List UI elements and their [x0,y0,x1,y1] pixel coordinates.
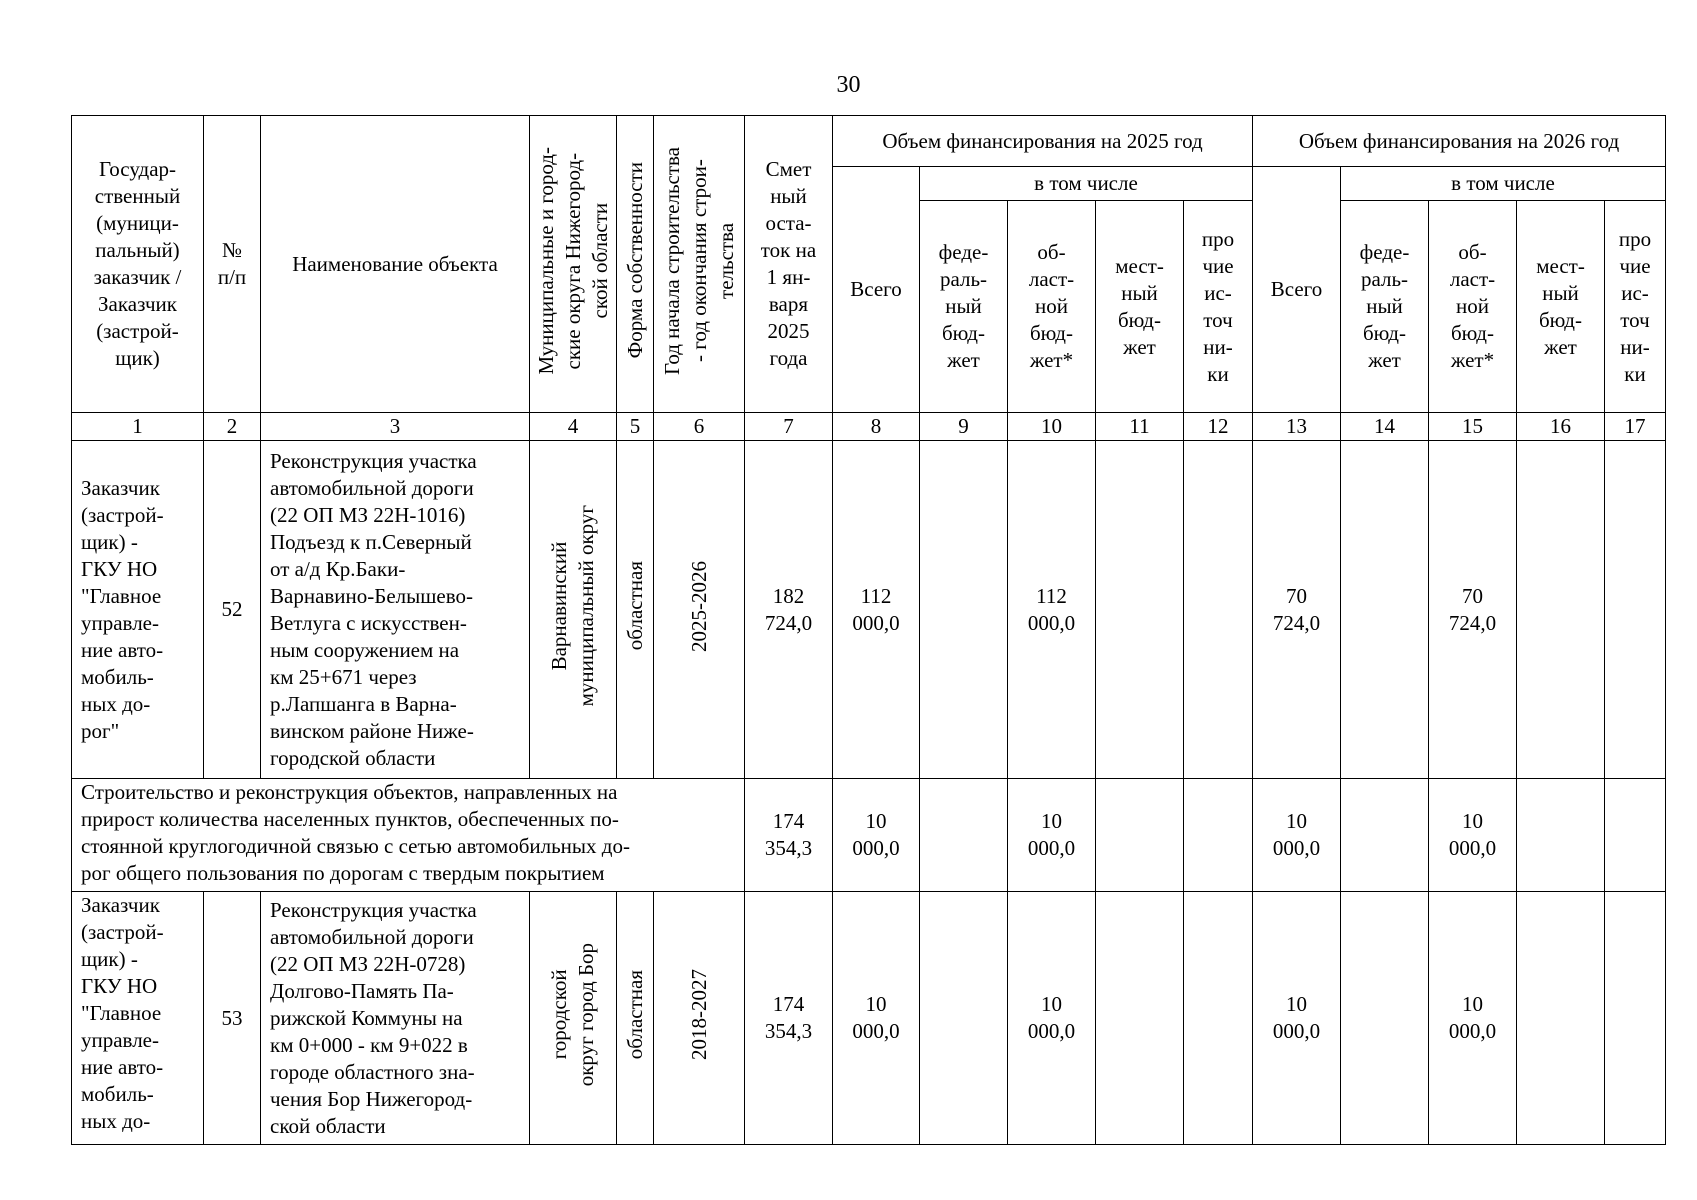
text-line: заказчик / [93,265,182,289]
column-number: 11 [1096,413,1184,441]
total-2026-cell [1253,892,1341,1145]
column-number: 5 [617,413,654,441]
header-local-2025 [1096,201,1184,413]
text-line: ки [1624,361,1646,386]
text-line: ласт- [1449,267,1496,291]
text-line: жет* [1029,348,1074,372]
text-line: 000,0 [1448,836,1497,860]
text-line: винском районе Ниже- [270,718,474,743]
column-number: 4 [530,413,617,441]
text-line: щик) - [81,947,138,971]
text-line: Подъезд к п.Северный [270,529,472,554]
text-line: пальный) [95,238,180,262]
text-line: "Главное [81,1001,162,1025]
total-2025-cell [833,441,920,779]
text-line: бюд- [1363,321,1406,345]
local-2026-cell [1517,441,1605,779]
text-line: округ город Бор [574,942,598,1087]
total-2025-cell [833,779,920,892]
text-line: Муниципальные и город- [533,146,558,375]
section-title-cell [72,779,745,892]
text-line: ис- [1621,280,1649,305]
text-line: Строительство и реконструкция объектов, направленных на [81,780,618,804]
column-number: 2 [204,413,261,441]
text-line: варя [768,292,809,316]
text-line: про [1618,226,1652,251]
text-line: жет [947,348,980,372]
header-funding-2026: Объем финансирования на 2026 год [1253,116,1666,167]
text-line: года [769,346,808,370]
text-line: (муници- [96,211,179,235]
local-2025-cell [1096,892,1184,1145]
text-line: мобиль- [81,1082,154,1106]
text-line: стоянной круглогодичной связью с сетью автомобильных до- [81,834,630,858]
text-line: Заказчик [98,292,177,316]
header-number [204,116,261,413]
customer-cell [72,441,204,779]
text-line: ГКУ НО [81,974,158,998]
text-line: прирост количества населенных пунктов, обеспеченных по- [81,807,619,831]
text-line: ной [1456,294,1489,318]
text-line: рижской Коммуны на [270,1005,463,1030]
text-line: 10 [1462,809,1483,833]
text-line: 000,0 [852,836,900,860]
total-2026-cell [1253,441,1341,779]
text-line: оста- [765,211,812,235]
text-line: 724,0 [764,610,813,635]
column-number: 7 [745,413,833,441]
text-line: 112 [1036,583,1067,608]
regional-2026-cell [1429,779,1517,892]
text-line: бюд- [1451,321,1494,345]
text-line: ный [1366,294,1403,318]
text-line: жет [1544,334,1577,359]
text-line: Заказчик [81,893,160,917]
text-line: 000,0 [1027,610,1076,635]
header-federal-2025 [920,201,1008,413]
other-2025-cell [1184,779,1253,892]
municipality-cell [530,441,617,779]
text-line: ки [1207,361,1229,386]
text-line: 354,3 [764,1019,813,1043]
header-customer [72,116,204,413]
text-line: 174 [772,992,805,1016]
federal-2026-cell [1341,779,1429,892]
text-line: ный [1542,280,1579,305]
text-line: ных до- [81,691,151,716]
text-line: 10 [1286,809,1307,833]
text-line: тельства [713,222,738,299]
header-local-2026 [1517,201,1605,413]
local-2025-cell [1096,441,1184,779]
text-line: об- [1458,240,1487,264]
text-line: феде- [1359,240,1410,264]
text-line: 1 ян- [766,265,811,289]
header-remaining-cost [745,116,833,413]
text-line: 70 [1286,583,1307,608]
text-line: (22 ОП МЗ 22Н-0728) [270,951,466,976]
table-row-53 [72,892,1666,1145]
text-line: Ветлуга с искусствен- [270,610,467,635]
column-number: 3 [261,413,530,441]
column-number: 1 [72,413,204,441]
text-line: 10 [1041,809,1062,833]
header-object-name: Наименование объекта [261,116,530,413]
text-line: ГКУ НО [81,556,158,581]
text-line: про [1201,226,1235,251]
text-line: 10 [1462,992,1483,1016]
remaining-cost-cell [745,441,833,779]
ownership-cell: областная [617,892,654,1145]
header-years [654,116,745,413]
column-number: 15 [1429,413,1517,441]
text-line: 10 [1286,992,1307,1016]
text-line: точ [1203,307,1233,332]
text-line: 000,0 [852,610,900,635]
text-line: 174 [772,809,805,833]
text-line: ской области [587,202,612,319]
other-2025-cell [1184,892,1253,1145]
text-line: 112 [860,583,892,608]
object-name-cell [261,441,530,779]
text-line: рог" [81,718,120,743]
text-line: феде- [938,240,989,264]
text-line: от а/д Кр.Баки- [270,556,406,581]
text-line: жет* [1450,348,1495,372]
text-line: чие [1202,253,1234,278]
text-line: р.Лапшанга в Варна- [270,691,457,716]
header-regional-2026 [1429,201,1517,413]
text-line: ток на [760,238,817,262]
text-line: управле- [81,1028,159,1052]
text-line: 10 [865,809,887,833]
federal-2025-cell [920,779,1008,892]
customer-cell [72,892,204,1145]
text-line: 000,0 [1272,836,1321,860]
header-including-2025: в том числе [920,167,1253,201]
text-line: чения Бор Нижегород- [270,1086,473,1111]
text-line: Год начала строительства [659,146,684,375]
text-line: чие [1619,253,1651,278]
total-2026-cell [1253,779,1341,892]
federal-2025-cell [920,892,1008,1145]
column-number: 10 [1008,413,1096,441]
header-regional-2025 [1008,201,1096,413]
text-line: Государ- [98,157,177,181]
text-line: мест- [1115,253,1164,278]
table-row-section [72,779,1666,892]
ownership-cell: областная [617,441,654,779]
text-line: точ [1620,307,1650,332]
text-line: городе областного зна- [270,1059,475,1084]
text-line: рог общего пользования по дорогам с твердым покрытием [81,861,605,885]
remaining-cost-cell [745,892,833,1145]
text-line: Долгово-Память Па- [270,978,454,1003]
federal-2026-cell [1341,892,1429,1145]
column-number-row [72,413,1666,441]
years-cell: 2018-2027 [654,892,745,1145]
text-line: 724,0 [1448,610,1497,635]
header-total-2025: Всего [833,167,920,413]
text-line: № [221,238,243,262]
text-line: (22 ОП МЗ 22Н-1016) [270,502,466,527]
other-2025-cell [1184,441,1253,779]
financing-table [71,115,1666,1145]
other-2026-cell [1605,892,1666,1145]
text-line: ный [770,184,807,208]
header-ownership: Форма собственности [617,116,654,413]
text-line: км 25+671 через [270,664,417,689]
text-line: ни- [1203,334,1233,359]
text-line: 000,0 [1448,1019,1497,1043]
table-row-52 [72,441,1666,779]
header-federal-2026 [1341,201,1429,413]
text-line: об- [1037,240,1066,264]
text-line: городской области [270,745,436,770]
text-line: бюд- [942,321,985,345]
text-line: ный [1121,280,1158,305]
text-line: "Главное [81,583,162,608]
text-line: 724,0 [1272,610,1321,635]
regional-2026-cell [1429,892,1517,1145]
text-line: Реконструкция участка [270,448,477,473]
text-line: ской области [270,1113,386,1138]
column-number: 13 [1253,413,1341,441]
text-line: 000,0 [852,1019,900,1043]
text-line: жет [1368,348,1401,372]
text-line: городской [547,969,571,1060]
text-line: км 0+000 - км 9+022 в [270,1032,468,1057]
text-line: 000,0 [1027,836,1076,860]
text-line: раль- [939,267,988,291]
text-line: щик) - [81,529,138,554]
regional-2025-cell [1008,441,1096,779]
text-line: ни- [1620,334,1650,359]
row-number-cell: 53 [204,892,261,1145]
text-line: автомобильной дороги [270,475,474,500]
text-line: 182 [772,583,805,608]
page-number: 30 [836,72,861,98]
header-other-2026 [1605,201,1666,413]
header-total-2026: Всего [1253,167,1341,413]
text-line: 000,0 [1027,1019,1076,1043]
text-line: жет [1123,334,1156,359]
text-line: п/п [217,265,247,289]
header-including-2026: в том числе [1341,167,1666,201]
text-line: ственный [94,184,181,208]
column-number: 17 [1605,413,1666,441]
text-line: мест- [1536,253,1585,278]
text-line: 000,0 [1272,1019,1321,1043]
regional-2026-cell [1429,441,1517,779]
column-number: 8 [833,413,920,441]
column-number: 16 [1517,413,1605,441]
column-number: 6 [654,413,745,441]
text-line: ласт- [1028,267,1075,291]
text-line: муниципальный округ [574,505,598,707]
header-funding-2025: Объем финансирования на 2025 год [833,116,1253,167]
regional-2025-cell [1008,779,1096,892]
header-other-2025 [1184,201,1253,413]
header-municipality [530,116,617,413]
text-line: раль- [1360,267,1409,291]
text-line: (застрой- [96,319,179,343]
text-line: автомобильной дороги [270,924,474,949]
text-line: бюд- [1030,321,1073,345]
text-line: ские округа Нижегород- [560,152,585,369]
federal-2026-cell [1341,441,1429,779]
text-line: Варнавинский [547,541,571,671]
local-2026-cell [1517,779,1605,892]
other-2026-cell [1605,779,1666,892]
text-line: 10 [865,992,887,1016]
column-number: 14 [1341,413,1429,441]
object-name-cell [261,892,530,1145]
column-number: 9 [920,413,1008,441]
other-2026-cell [1605,441,1666,779]
text-line: 70 [1462,583,1483,608]
text-line: Реконструкция участка [270,897,477,922]
municipality-cell [530,892,617,1145]
local-2026-cell [1517,892,1605,1145]
text-line: Заказчик [81,475,160,500]
remaining-cost-cell [745,779,833,892]
text-line: мобиль- [81,664,154,689]
total-2025-cell [833,892,920,1145]
column-number: 12 [1184,413,1253,441]
row-number-cell: 52 [204,441,261,779]
federal-2025-cell [920,441,1008,779]
text-line: ный [945,294,982,318]
text-line: (застрой- [81,920,164,944]
text-line: Варнавино-Белышево- [270,583,473,608]
text-line: ние авто- [81,1055,164,1079]
text-line: (застрой- [81,502,164,527]
text-line: управле- [81,610,159,635]
text-line: ных до- [81,1109,151,1133]
regional-2025-cell [1008,892,1096,1145]
text-line: 2025 [767,319,810,343]
years-cell: 2025-2026 [654,441,745,779]
text-line: бюд- [1539,307,1582,332]
text-line: бюд- [1118,307,1161,332]
text-line: ным сооружением на [270,637,460,662]
text-line: ной [1035,294,1068,318]
text-line: 10 [1041,992,1062,1016]
text-line: - год окончания строи- [686,159,711,362]
text-line: Смет [765,157,812,181]
text-line: щик) [115,346,160,370]
local-2025-cell [1096,779,1184,892]
text-line: ис- [1204,280,1232,305]
text-line: 354,3 [764,836,813,860]
text-line: ние авто- [81,637,164,662]
